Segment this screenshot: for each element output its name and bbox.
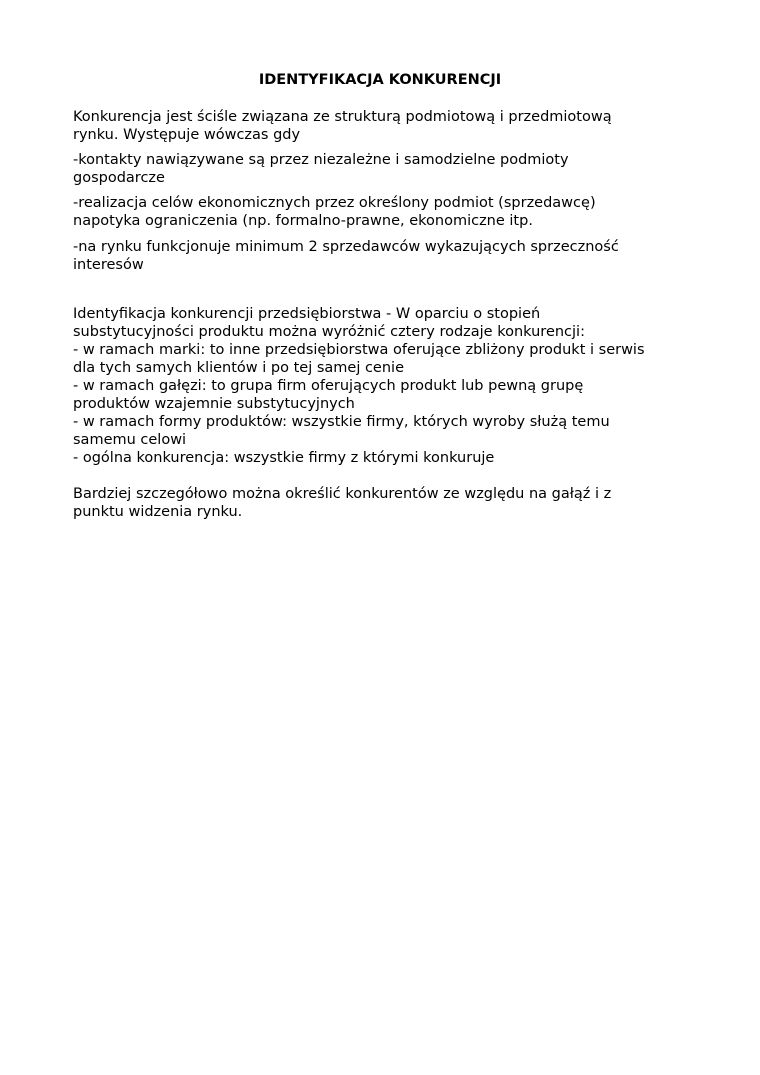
text-line: Identyfikacja konkurencji przedsiębiorstwa - W oparciu o stopień (73, 306, 541, 322)
text-line: - w ramach formy produktów: wszystkie firmy, których wyroby służą temu (73, 414, 610, 430)
text-line: dla tych samych klientów i po tej samej cenie (73, 360, 404, 376)
text-line: substytucyjności produktu można wyróżnić cztery rodzaje konkurencji: (73, 324, 585, 340)
paragraph-intro (73, 108, 713, 144)
paragraph-condition-3 (73, 238, 713, 274)
text-line: Konkurencja jest ściśle związana ze strukturą podmiotową i przedmiotową (73, 109, 612, 125)
text-line: -kontakty nawiązywane są przez niezależne i samodzielne podmioty (73, 152, 569, 168)
text-line: -na rynku funkcjonuje minimum 2 sprzedawców wykazujących sprzeczność (73, 239, 619, 255)
document-title: IDENTYFIKACJA KONKURENCJI (258, 72, 502, 88)
text-line: gospodarcze (73, 170, 165, 186)
text-line: - w ramach gałęzi: to grupa firm oferujących produkt lub pewną grupę (73, 378, 584, 394)
paragraph-conclusion (73, 485, 713, 521)
text-line: produktów wzajemnie substytucyjnych (73, 396, 355, 412)
text-line: punktu widzenia rynku. (73, 504, 243, 520)
paragraph-competition-types (73, 305, 713, 467)
text-line: -realizacja celów ekonomicznych przez określony podmiot (sprzedawcę) (73, 195, 596, 211)
text-line: napotyka ograniczenia (np. formalno-prawne, ekonomiczne itp. (73, 213, 533, 229)
paragraph-condition-1 (73, 151, 713, 187)
paragraph-condition-2 (73, 194, 713, 230)
text-line: samemu celowi (73, 432, 187, 448)
text-line: interesów (73, 257, 144, 273)
text-line: - ogólna konkurencja: wszystkie firmy z którymi konkuruje (73, 450, 495, 466)
text-line: rynku. Występuje wówczas gdy (73, 127, 301, 143)
text-line: - w ramach marki: to inne przedsiębiorstwa oferujące zbliżony produkt i serwis (73, 342, 645, 358)
text-line: Bardziej szczegółowo można określić konkurentów ze względu na gałąź i z (73, 486, 612, 502)
